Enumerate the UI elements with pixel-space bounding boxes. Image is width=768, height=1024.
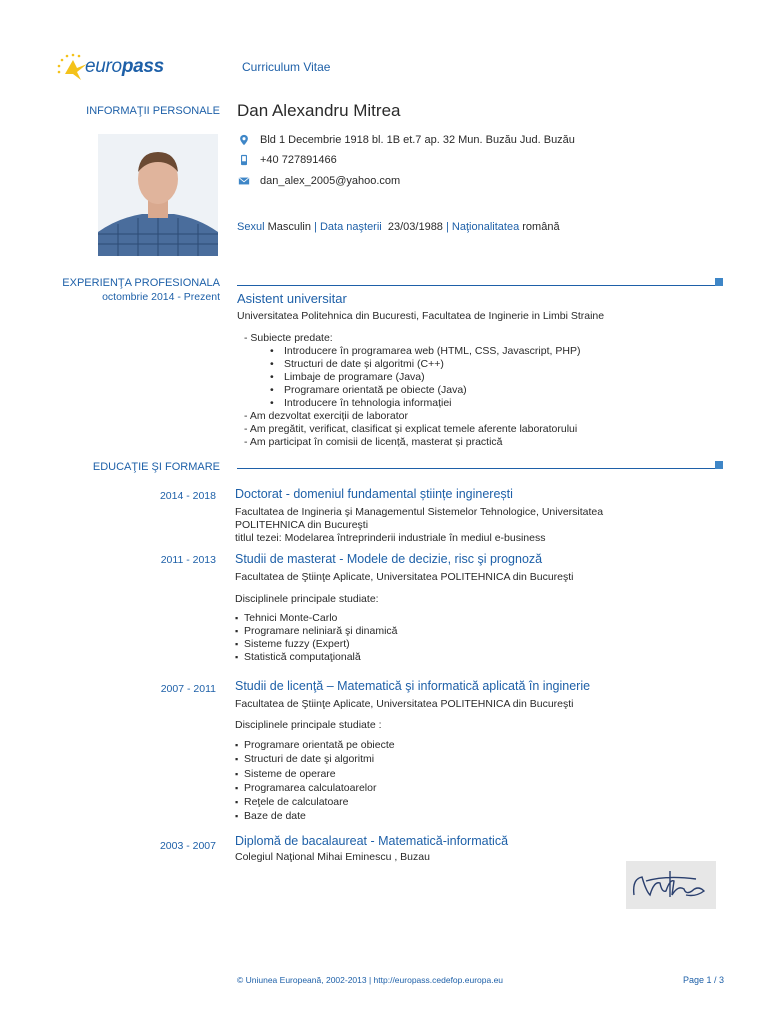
bachelor-disc-label: Disciplinele principale studiate : <box>235 719 382 731</box>
nationality-label: Naţionalitatea <box>451 221 520 233</box>
section-divider <box>237 468 715 469</box>
list-item: ▪ Programarea calculatoarelor <box>235 781 395 795</box>
europass-wordmark: europass <box>85 56 164 77</box>
experience-period: octombrie 2014 - Prezent <box>102 291 220 303</box>
highschool-years: 2003 - 2007 <box>159 840 216 852</box>
section-divider <box>237 285 715 286</box>
list-item: ▪ Sisteme fuzzy (Expert) <box>235 638 398 651</box>
subjects-list <box>270 345 580 410</box>
list-item: • Programare orientată pe obiecte (Java) <box>270 384 580 397</box>
bachelor-disciplines <box>235 738 395 824</box>
list-item: • Structuri de date și algoritmi (C++) <box>270 358 580 371</box>
handwritten-signature-image <box>626 861 716 909</box>
employer: Universitatea Politehnica din Bucuresti, Facultatea de Inginerie in Limbi Straine <box>237 310 605 322</box>
subjects-label: - Subiecte predate: <box>244 332 333 344</box>
list-item: - Am pregătit, verificat, clasificat și explicat temele aferente laboratorului <box>244 423 578 435</box>
list-item: - Am dezvoltat exerciții de laborator <box>244 410 408 422</box>
envelope-icon <box>237 175 251 187</box>
separator: | <box>446 221 452 233</box>
list-item: • Introducere în programarea web (HTML, CSS, Javascript, PHP) <box>270 345 580 358</box>
list-item: ▪ Statistică computaţională <box>235 651 398 664</box>
master-disciplines <box>235 612 398 664</box>
signature <box>626 861 716 909</box>
sex-label: Sexul <box>237 221 265 233</box>
address-row <box>237 134 575 146</box>
birth-value: 23/03/1988 <box>387 221 443 233</box>
phd-title: Doctorat - domeniul fundamental științe inginerești <box>235 487 513 501</box>
mobile-phone-icon <box>237 154 251 166</box>
job-title: Asistent universitar <box>237 291 347 306</box>
nationality-value: română <box>522 221 560 233</box>
phd-thesis: titlul tezei: Modelarea întreprinderii industriale în mediul e-business <box>235 532 546 544</box>
bachelor-years: 2007 - 2011 <box>160 683 216 695</box>
master-disc-label: Disciplinele principale studiate: <box>235 593 379 605</box>
list-item: ▪ Reţele de calculatoare <box>235 795 395 809</box>
list-item: ▪ Programare neliniară şi dinamică <box>235 625 398 638</box>
section-divider-marker <box>715 278 723 286</box>
highschool-title: Diplomă de bacalaureat - Matematică-informatică <box>235 834 509 848</box>
sex-value: Masculin <box>267 221 311 233</box>
activities-list <box>244 410 577 449</box>
profile-photo <box>98 134 218 256</box>
email-row <box>237 175 400 187</box>
phone-row <box>237 154 337 166</box>
footer-copyright: © Uniunea Europeană, 2002-2013 | http://europass.cedefop.europa.eu <box>237 975 504 985</box>
separator: | <box>314 221 320 233</box>
phone-text: +40 727891466 <box>260 154 337 166</box>
phd-faculty-line1: Facultatea de Ingineria şi Managementul Sistemelor Tehnologice, Universitatea <box>235 506 604 518</box>
bachelor-faculty: Facultatea de Ştiinţe Aplicate, Universitatea POLITEHNICA din Bucureşti <box>235 698 574 710</box>
master-title: Studii de masterat - Modele de decizie, risc şi prognoză <box>235 552 543 566</box>
education-section-label: EDUCAŢIE ŞI FORMARE <box>92 461 220 473</box>
list-item: ▪ Sisteme de operare <box>235 767 395 781</box>
section-divider-marker <box>715 461 723 469</box>
list-item: ▪ Baze de date <box>235 809 395 823</box>
list-item: • Limbaje de programare (Java) <box>270 371 580 384</box>
personal-details-line <box>237 221 560 233</box>
page-number: Page 1 / 3 <box>682 975 724 985</box>
list-item: ▪ Structuri de date şi algoritmi <box>235 752 395 766</box>
location-pin-icon <box>237 134 251 146</box>
master-years: 2011 - 2013 <box>160 554 216 566</box>
phd-details <box>235 506 603 545</box>
cv-title: Curriculum Vitae <box>242 60 331 74</box>
address-text: Bld 1 Decembrie 1918 bl. 1B et.7 ap. 32 Mun. Buzău Jud. Buzău <box>260 134 575 146</box>
birth-label: Data naşterii <box>319 221 382 233</box>
phd-faculty-line2: POLITEHNICA din Bucureşti <box>235 519 369 531</box>
europass-logo <box>55 52 175 82</box>
personal-section-label: INFORMAŢII PERSONALE <box>86 105 220 117</box>
master-faculty: Facultatea de Ştiinţe Aplicate, Universitatea POLITEHNICA din Bucureşti <box>235 571 574 583</box>
list-item: ▪ Tehnici Monte-Carlo <box>235 612 398 625</box>
list-item: ▪ Programare orientată pe obiecte <box>235 738 395 752</box>
phd-years: 2014 - 2018 <box>159 490 216 502</box>
person-name: Dan Alexandru Mitrea <box>237 101 401 120</box>
bachelor-title: Studii de licenţă – Matematică şi informatică aplicată în inginerie <box>235 679 591 693</box>
portrait-image <box>98 134 218 256</box>
email-text[interactable]: dan_alex_2005@yahoo.com <box>260 175 401 187</box>
list-item: - Am participat în comisii de licență, masterat și practică <box>244 436 503 448</box>
highschool-school: Colegiul Naţional Mihai Eminescu , Buzau <box>235 851 430 863</box>
list-item: • Introducere în tehnologia informației <box>270 397 580 410</box>
experience-section-label: EXPERIENŢA PROFESIONALA <box>62 277 220 289</box>
